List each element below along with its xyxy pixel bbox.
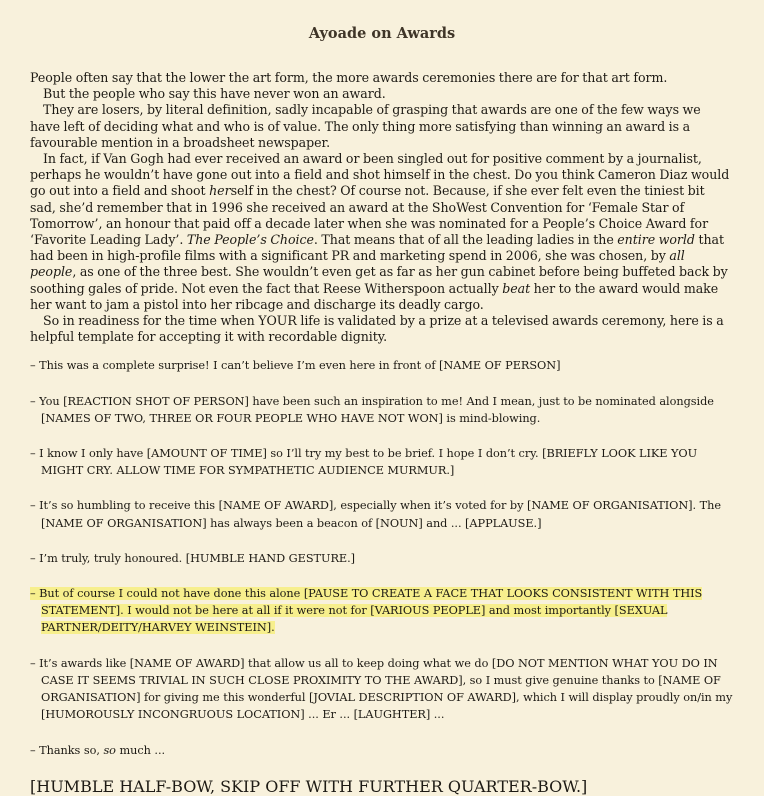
text-run: self in the chest? Of course not. Because, if she ever felt even the tiniest bit sad, she’d remember that in 1996 she received an award at the ShoWest Convention for ‘Female Star of Tomorrow’, an honour that paid off a decade later when she was nominated for a People’s Choice Award for ‘Favorite Leading Lady’.: [30, 183, 709, 248]
body-paragraph: [30, 151, 734, 313]
italic-phrase: beat: [502, 280, 531, 296]
template-line: [30, 497, 734, 531]
italic-phrase: The People’s Choice: [186, 232, 314, 248]
template-line-text: [30, 587, 702, 634]
text-run: , as one of the three best. She wouldn’t even get as far as her gun cabinet before being buffeted back by soothing gales of pride. Not even the fact that Reese Witherspoon actually: [30, 264, 728, 296]
template-line-text: [30, 552, 355, 565]
template-line: [30, 393, 734, 427]
text-run: – It’s so humbling to receive this [NAME OF AWARD], especially when it’s voted for by [NAME OF ORGANISATION]. The [NAME OF ORGANISATION] has always been a beacon of [NOUN] and ... [APPLAUSE.]: [30, 499, 721, 530]
body-text: [30, 70, 734, 345]
italic-phrase: so: [103, 743, 116, 757]
body-paragraph: [30, 86, 734, 102]
body-paragraph: [30, 313, 734, 345]
text-run: – You [REACTION SHOT OF PERSON] have been such an inspiration to me! And I mean, just to be nominated alongside [NAMES OF TWO, THREE OR FOUR PEOPLE WHO HAVE NOT WON] is mind-blowing.: [30, 394, 714, 425]
template-line-text: [30, 657, 732, 722]
italic-phrase: entire world: [617, 232, 695, 248]
text-run: People often say that the lower the art form, the more awards ceremonies there are for that art form.: [30, 70, 668, 85]
text-run: her to the award would make her want to jam a pistol into her ribcage and discharge its deadly cargo.: [30, 280, 719, 312]
text-run: much ...: [115, 743, 166, 757]
document-title: Ayoade on Awards: [308, 25, 456, 42]
template-line-text: [30, 447, 697, 477]
template-line-text: [30, 499, 721, 529]
template-line: [30, 742, 734, 759]
italic-phrase: her: [209, 183, 231, 199]
text-run: – I’m truly, truly honoured. [HUMBLE HAND GESTURE.]: [30, 551, 356, 565]
template-line-text: [30, 359, 560, 372]
text-run: – Thanks so,: [30, 743, 104, 757]
text-run: that had been in high-profile films with a significant PR and marketing spend in 2006, she was chosen, by: [30, 232, 724, 264]
template-line: [30, 357, 734, 374]
text-run: – It’s awards like [NAME OF AWARD] that allow us all to keep doing what we do [DO NOT MENTION WHAT YOU DO IN CASE IT SEEMS TRIVIAL IN SUCH CLOSE PROXIMITY TO THE AWARD], so I must give genuine thanks to [NAME OF ORGANISATION] for giving me this wonderful [JOVIAL DESCRIPTION OF AWARD], which I will display proudly on/in my [HUMOROUSLY INCONGRUOUS LOCATION] ... Er ... [LAUGHTER] ...: [30, 656, 733, 722]
template-line: [30, 655, 734, 724]
text-run: – But of course I could not have done this alone [PAUSE TO CREATE A FACE THAT LOOKS CONSISTENT WITH THIS STATEMENT]. I would not be here at all if it were not for [VARIOUS PEOPLE] and most importantly [SEXUAL PARTNER/DEITY/HARVEY WEINSTEIN].: [30, 587, 703, 635]
acceptance-template: [30, 357, 734, 758]
text-run: They are losers, by literal definition, sadly incapable of grasping that awards are one of the few ways we have left of deciding what and who is of value. The only thing more satisfying than winning an award is a favourable mention in a broadsheet newspaper.: [30, 102, 701, 150]
text-run: In fact, if Van Gogh had ever received an award or been singled out for positive comment by a journalist, perhaps he wouldn’t have gone out into a field and shot himself in the chest. Do you think Cameron Diaz would go out into a field and shoot: [30, 151, 730, 199]
text-run: But the people who say this have never won an award.: [43, 86, 386, 102]
body-paragraph: [30, 102, 734, 151]
template-line: [30, 550, 734, 567]
template-line-text: [30, 395, 714, 425]
italic-phrase: all people: [30, 248, 685, 280]
text-run: – I know I only have [AMOUNT OF TIME] so I’ll try my best to be brief. I hope I don’t cry. [BRIEFLY LOOK LIKE YOU MIGHT CRY. ALLOW TIME FOR SYMPATHETIC AUDIENCE MURMUR.]: [30, 447, 698, 478]
text-run: – This was a complete surprise! I can’t believe I’m even here in front of [NAME OF PERSON]: [30, 359, 561, 373]
template-line: [30, 445, 734, 479]
template-line-text: [30, 744, 165, 757]
text-run: . That means that of all the leading ladies in the: [313, 232, 618, 248]
body-paragraph: [30, 70, 734, 86]
text-run: So in readiness for the time when YOUR life is validated by a prize at a televised awards ceremony, here is a helpful template for accepting it with recordable dignity.: [30, 313, 724, 345]
closing-direction: [HUMBLE HALF-BOW, SKIP OFF WITH FURTHER QUARTER-BOW.]: [30, 776, 588, 796]
highlighted-template-line: [30, 585, 734, 637]
